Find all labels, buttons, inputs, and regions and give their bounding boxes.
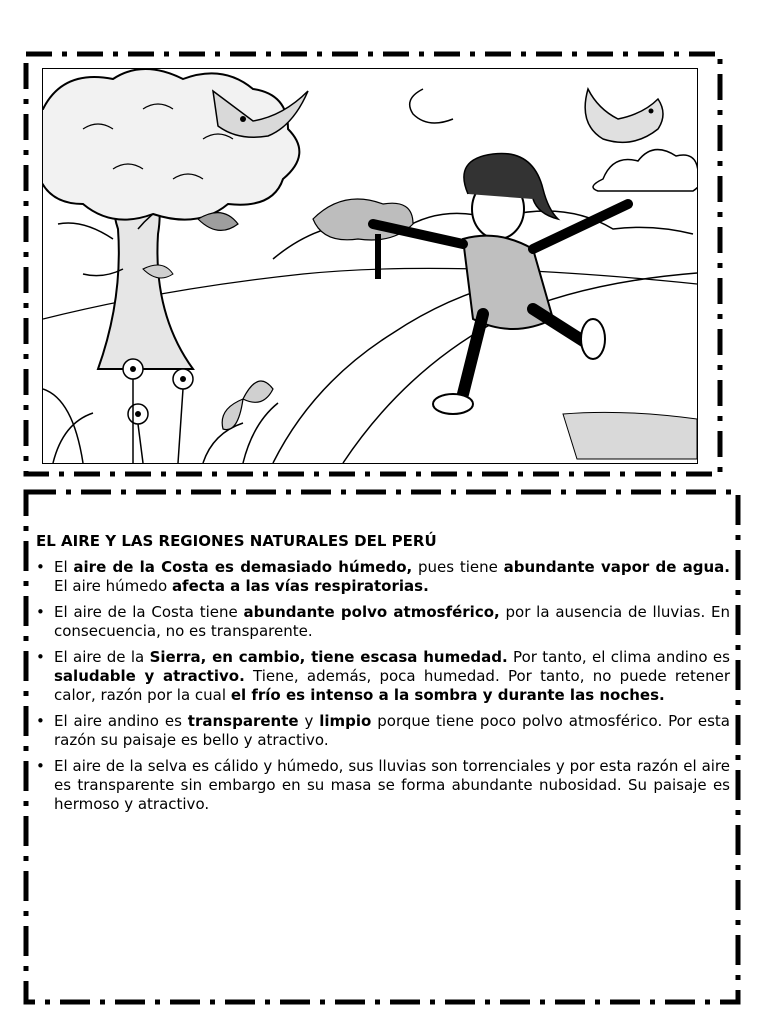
section-heading: EL AIRE Y LAS REGIONES NATURALES DEL PERÚ <box>36 532 437 550</box>
tree-icon <box>43 69 299 220</box>
child-figure <box>373 153 628 414</box>
butterfly-icon <box>222 381 273 430</box>
bullet-item: • El aire andino es transparente y limpio porque tiene poco polvo atmosférico. Por esta razón su paisaje es bello y atractivo. <box>36 712 730 750</box>
bullet-item: • El aire de la Costa es demasiado húmedo, pues tiene abundante vapor de agua. El aire húmedo afecta a las vías respiratorias. <box>36 558 730 596</box>
cloud-icon <box>593 150 697 191</box>
illustration <box>42 68 698 464</box>
bullet-list <box>36 558 730 814</box>
bullet-item: • El aire de la Costa tiene abundante polvo atmosférico, por la ausencia de lluvias. En consecuencia, no es transparente. <box>36 603 730 641</box>
bird-icon <box>585 89 663 142</box>
flower-icon <box>123 359 193 463</box>
bullet-item: • El aire de la selva es cálido y húmedo, sus lluvias son torrenciales y por esta razón el aire es transparente sin embargo en su masa se forma abundante nubosidad. Su paisaje es hermoso y atractivo. <box>36 757 730 814</box>
bullet-item: • El aire de la Sierra, en cambio, tiene escasa humedad. Por tanto, el clima andino es saludable y atractivo. Tiene, además, poca humedad. Por tanto, no puede retener calor, razón por la cual el frío es intenso a la sombra y durante las noches. <box>36 648 730 705</box>
child-running-scene <box>43 69 697 463</box>
text-content <box>36 531 730 821</box>
